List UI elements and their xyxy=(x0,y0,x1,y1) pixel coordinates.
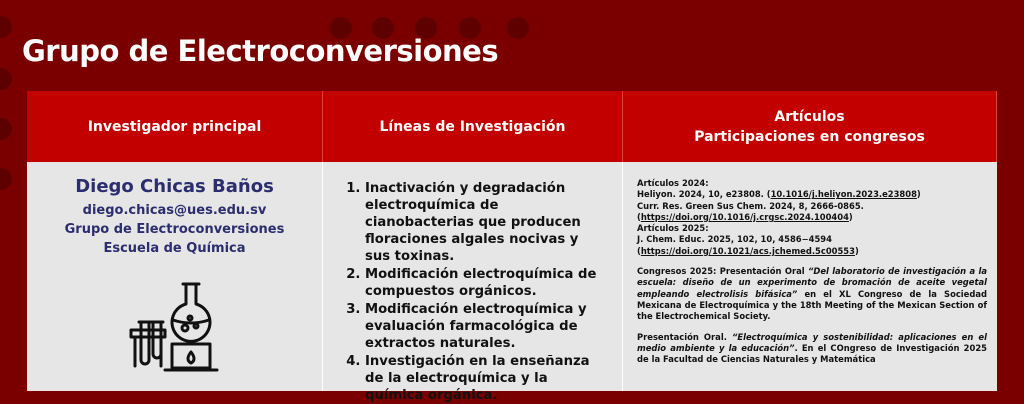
presentation-suffix: . En el COngreso de Investigación 2025 de la Facultad de Ciencias Naturales y Matemática xyxy=(637,342,987,365)
paren-open: ( xyxy=(637,245,641,256)
researcher-group: Grupo de Electroconversiones xyxy=(64,222,285,237)
lab-flask-icon xyxy=(125,280,225,380)
researcher-name: Diego Chicas Baños xyxy=(75,176,274,197)
congress-2025-entry xyxy=(637,266,987,322)
article-crgsc-text: Curr. Res. Green Sus Chem. 2024, 8, 2666-0865. xyxy=(637,200,864,211)
decorative-dot xyxy=(0,68,12,90)
decorative-dot xyxy=(507,17,529,39)
research-line-item: 1. Inactivación y degradación electroquímica de cianobacterias que producen floraciones algales nocivas y sus toxinas. xyxy=(365,180,608,265)
decorative-dot xyxy=(0,168,12,190)
article-crgsc-doi-link[interactable]: https://doi.org/10.1016/j.crgsc.2024.100404 xyxy=(640,211,849,222)
header-articulos-line2: Participaciones en congresos xyxy=(694,128,925,145)
header-investigador: Investigador principal xyxy=(27,91,323,162)
research-line-item: 3. Modificación electroquímica y evaluación farmacológica de extractos naturales. xyxy=(365,301,608,352)
research-lines-cell xyxy=(323,162,623,403)
articles-2024-heading: Artículos 2024: xyxy=(637,178,709,188)
congress-prefix: Congresos 2025: Presentación Oral xyxy=(637,266,808,277)
research-group-table xyxy=(27,91,997,403)
article-jchemed-link-line xyxy=(637,246,987,257)
article-jchemed-text: J. Chem. Educ. 2025, 102, 10, 4586−4594 xyxy=(637,234,832,245)
paren-open: ( xyxy=(637,211,641,222)
researcher-email: diego.chicas@ues.edu.sv xyxy=(82,203,267,218)
article-heliyon-end: ) xyxy=(916,189,921,200)
researcher-cell xyxy=(27,162,323,391)
presentation-prefix: Presentación Oral. xyxy=(637,331,733,342)
article-jchemed-doi-link[interactable]: https://doi.org/10.1021/acs.jchemed.5c00553 xyxy=(640,245,855,256)
research-line-item: 4. Investigación en la enseñanza de la electroquímica y la química orgánica. xyxy=(365,353,608,404)
header-lineas: Líneas de Investigación xyxy=(323,91,623,162)
paren-close: ) xyxy=(854,245,859,256)
research-line-item: 2. Modificación electroquímica de compuestos orgánicos. xyxy=(365,266,608,300)
header-articulos xyxy=(623,91,997,162)
article-crgsc-link-line xyxy=(637,212,987,223)
article-heliyon xyxy=(637,189,987,200)
article-heliyon-text: Heliyon. 2024, 10, e23808. ( xyxy=(637,189,771,200)
header-articulos-line1: Artículos xyxy=(774,108,845,125)
presentation-title: “Electroquímica y sostenibilidad: aplicaciones en el medio ambiente y la educación” xyxy=(637,331,987,353)
decorative-dot xyxy=(0,16,12,38)
presentation-entry xyxy=(637,332,987,366)
articles-2025-heading: Artículos 2025: xyxy=(637,223,709,234)
researcher-school: Escuela de Química xyxy=(103,241,246,256)
decorative-dot xyxy=(0,118,12,140)
research-lines-list xyxy=(323,180,622,404)
page-title: Grupo de Electroconversiones xyxy=(22,34,499,68)
congress-title: “Del laboratorio de investigación a la escuela: diseño de un experimento de bromación de aceite vegetal empleando electrolisis bifásica” xyxy=(637,266,987,299)
paren-close: ) xyxy=(848,211,853,222)
congress-suffix: en el XL Congreso de la Sociedad Mexicana de Electroquímica y the 18th Meeting of the Mexican Section of the Electrochemical Society. xyxy=(637,288,987,322)
articles-cell xyxy=(623,162,997,391)
article-heliyon-doi-link[interactable]: 10.1016/j.heliyon.2023.e23808 xyxy=(770,189,917,200)
